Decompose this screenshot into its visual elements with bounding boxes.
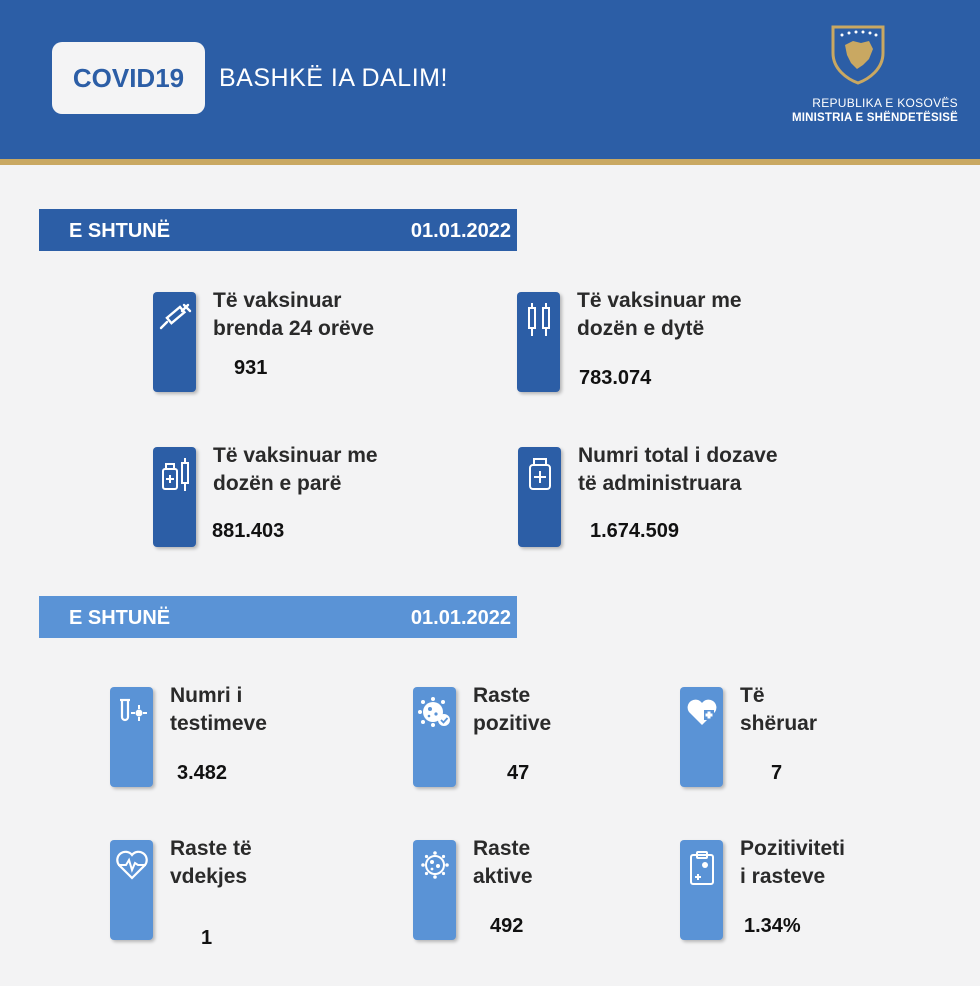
first-dose-label: Të vaksinuar me dozën e parë (213, 444, 378, 495)
ministry-label: MINISTRIA E SHËNDETËSISË (791, 112, 958, 124)
positivity-value: 1.34% (744, 915, 801, 937)
section-date: 01.01.2022 (410, 220, 511, 242)
positive-cases-value: 47 (507, 762, 530, 784)
vaccination-date-bar (39, 209, 517, 251)
tests-card (110, 687, 153, 787)
two-syringes-icon (524, 302, 554, 338)
tests-label: Numri i testimeve (170, 684, 267, 735)
tests-value: 3.482 (177, 762, 228, 784)
deaths-label: Raste të vdekjes (170, 837, 252, 888)
active-cases-card (413, 840, 456, 940)
recovered-label: Të shëruar (740, 684, 818, 735)
heart-plus-icon (686, 697, 718, 727)
section-day: E SHTUNË (69, 607, 171, 629)
virus-check-icon (418, 697, 452, 729)
second-dose-value: 783.074 (579, 367, 652, 389)
gold-divider (0, 159, 980, 165)
slogan: BASHKË IA DALIM! (219, 64, 448, 92)
second-dose-card (517, 292, 560, 392)
deaths-value: 1 (201, 927, 213, 949)
section-date: 01.01.2022 (410, 607, 511, 629)
republic-label: REPUBLIKA E KOSOVËS (812, 96, 958, 110)
vaccinated-24h-card (153, 292, 196, 392)
positive-cases-label: Raste pozitive (473, 684, 552, 735)
positive-cases-card (413, 687, 456, 787)
kosovo-emblem-icon (829, 23, 887, 85)
deaths-card (110, 840, 153, 940)
second-dose-label: Të vaksinuar me dozën e dytë (577, 289, 742, 340)
vial-syringe-icon (159, 457, 191, 493)
recovered-card (680, 687, 723, 787)
positivity-label: Pozitiviteti i rasteve (740, 837, 846, 888)
header-banner (0, 0, 980, 159)
total-doses-value: 1.674.509 (590, 520, 679, 542)
medicine-bottle-icon (527, 457, 553, 491)
active-cases-value: 492 (490, 915, 524, 937)
recovered-value: 7 (771, 762, 783, 784)
active-cases-label: Raste aktive (473, 837, 533, 888)
total-doses-card (518, 447, 561, 547)
syringe-icon (158, 302, 192, 332)
total-doses-label: Numri total i dozave të administruara (578, 444, 778, 495)
vaccinated-24h-label: Të vaksinuar brenda 24 orëve (213, 289, 375, 340)
logo-text: COVID19 (72, 62, 185, 93)
first-dose-card (153, 447, 196, 547)
virus-icon (420, 850, 450, 880)
clipboard-icon (688, 850, 716, 886)
first-dose-value: 881.403 (212, 520, 285, 542)
covid19-logo (52, 42, 205, 114)
test-tube-icon (117, 697, 147, 725)
ministry-name (698, 96, 958, 126)
positivity-card (680, 840, 723, 940)
vaccinated-24h-value: 931 (234, 357, 268, 379)
heart-pulse-icon (115, 850, 149, 880)
cases-date-bar (39, 596, 517, 638)
section-day: E SHTUNË (69, 220, 171, 242)
